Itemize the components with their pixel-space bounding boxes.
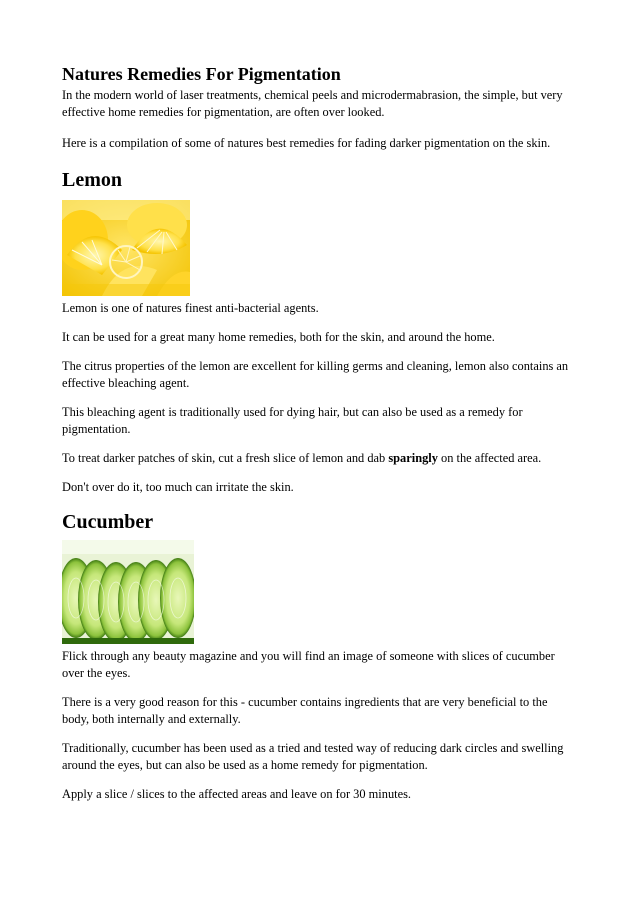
section-heading-lemon: Lemon [62,169,122,191]
intro-section [62,87,574,152]
cucumber-image [62,540,194,644]
lemon-paragraph: Lemon is one of natures finest anti-bacterial agents. [62,301,319,315]
cucumber-paragraph: Flick through any beauty magazine and you will find an image of someone with slices of cucumber over the eyes. [62,649,555,680]
lemon-paragraph: It can be used for a great many home remedies, both for the skin, and around the home. [62,330,495,344]
intro-paragraph: Here is a compilation of some of natures best remedies for fading darker pigmentation on the skin. [62,136,551,150]
cucumber-paragraph: Traditionally, cucumber has been used as a tried and tested way of reducing dark circles and swelling around the eyes, but can also be used as a home remedy for pigmentation. [62,741,564,772]
lemon-paragraph: The citrus properties of the lemon are excellent for killing germs and cleaning, lemon also contains an effective bleaching agent. [62,359,569,390]
lemon-treatment-paragraph [62,450,574,467]
cucumber-paragraph: Apply a slice / slices to the affected areas and leave on for 30 minutes. [62,787,411,801]
lemon-slices-photo-icon [62,200,190,296]
lemon-paragraph: This bleaching agent is traditionally used for dying hair, but can also be used as a remedy for pigmentation. [62,405,523,436]
treatment-text-before: To treat darker patches of skin, cut a fresh slice of lemon and dab [62,451,389,465]
emphasis-sparingly: sparingly [388,451,438,465]
intro-paragraph: In the modern world of laser treatments, chemical peels and microdermabrasion, the simple, but very effective home remedies for pigmentation, are often over looked. [62,88,563,119]
cucumber-paragraph: There is a very good reason for this - cucumber contains ingredients that are very beneficial to the body, both internally and externally. [62,695,548,726]
treatment-text-after: on the affected area. [437,451,542,465]
page-title: Natures Remedies For Pigmentation [62,64,341,84]
section-heading-cucumber: Cucumber [62,511,154,533]
lemon-warning: Don't over do it, too much can irritate the skin. [62,480,294,494]
cucumber-slices-photo-icon [62,540,194,644]
lemon-image [62,200,190,296]
